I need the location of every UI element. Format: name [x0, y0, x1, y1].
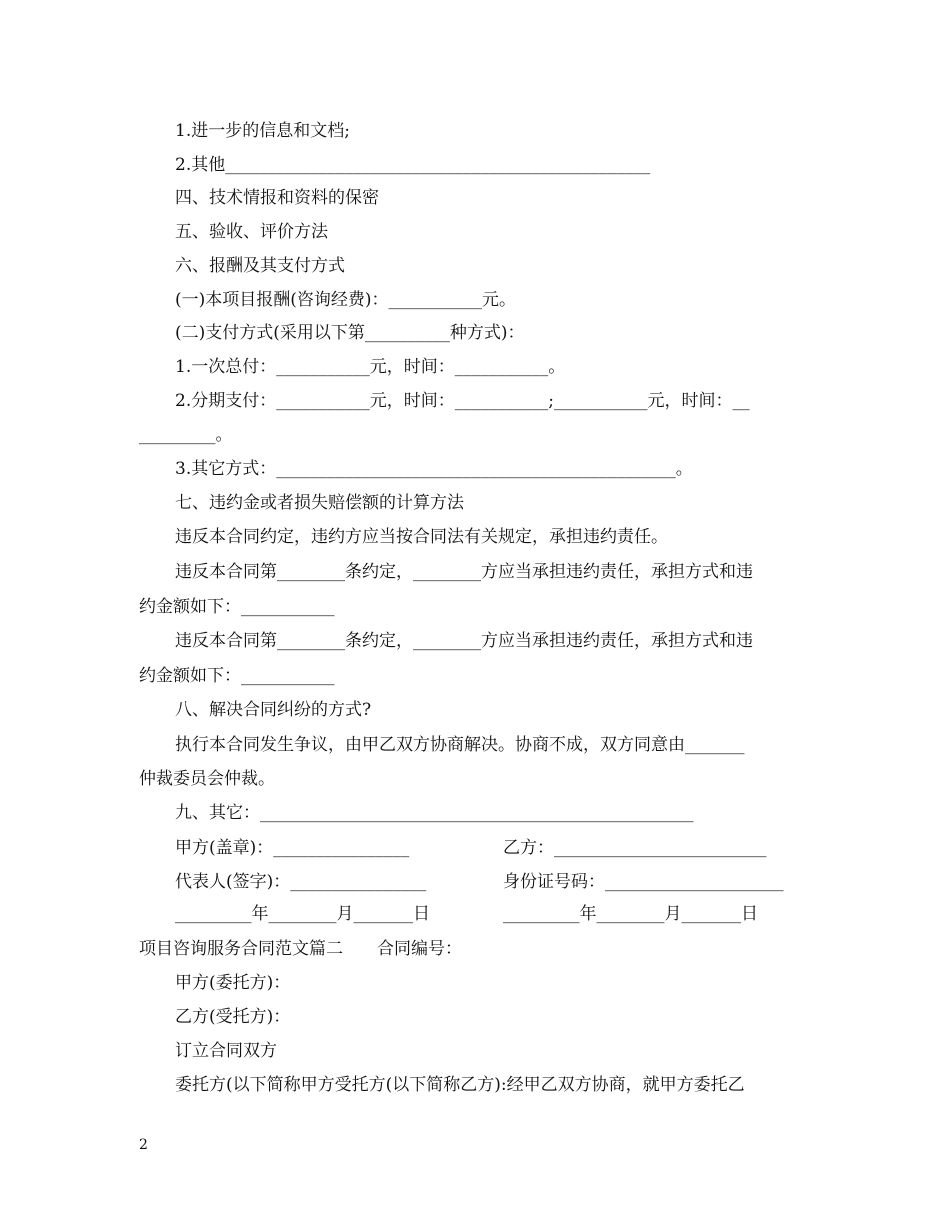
- section-heading-8: 八、解决合同纠纷的方式?: [175, 700, 372, 720]
- line-8-1: 执行本合同发生争议，由甲乙双方协商解决。协商不成，双方同意由_______: [175, 735, 745, 755]
- contract-parties: 订立合同双方: [175, 1041, 277, 1061]
- page-number: 2: [139, 1137, 148, 1153]
- date-party-b: _________年________月_______日: [503, 904, 758, 924]
- party-b-contractor: 乙方(受托方)：: [175, 1007, 291, 1027]
- section-heading-7: 七、违约金或者损失赔偿额的计算方法: [175, 493, 464, 513]
- representative-signature: 代表人(签字)：________________: [175, 872, 427, 892]
- party-a-seal: 甲方(盖章)：________________: [175, 838, 410, 858]
- section-heading-4: 四、技术情报和资料的保密: [175, 188, 379, 208]
- contract-intro: 委托方(以下简称甲方受托方(以下简称乙方):经甲乙双方协商，就甲方委托乙: [175, 1075, 745, 1095]
- line-lump-sum: 1.一次总付：___________元，时间：___________。: [175, 357, 566, 377]
- line-6-1: (一)本项目报酬(咨询经费)：___________元。: [175, 290, 517, 310]
- section-heading-6: 六、报酬及其支付方式: [175, 256, 345, 276]
- section-heading-9: 九、其它：___________________________________________________: [175, 803, 694, 823]
- line-7-3: 违反本合同第________条约定，________方应当承担违约责任，承担方式和违: [175, 631, 753, 651]
- id-number: 身份证号码：_____________________: [503, 872, 784, 892]
- party-a-client: 甲方(委托方)：: [175, 973, 291, 993]
- line-other-method: 3.其它方式：_______________________________________________。: [175, 459, 693, 479]
- line-8-1-cont: 仲裁委员会仲裁。: [139, 769, 275, 789]
- line-installment: 2.分期支付：___________元，时间：___________;___________元，时间：__: [175, 391, 750, 411]
- date-party-a: _________年________月_______日: [175, 904, 430, 924]
- section-heading-5: 五、验收、评价方法: [175, 222, 328, 242]
- line-1: 1.进一步的信息和文档;: [175, 121, 350, 141]
- line-7-2: 违反本合同第________条约定，________方应当承担违约责任，承担方式和违: [175, 562, 753, 582]
- line-6-2: (二)支付方式(采用以下第__________种方式)：: [175, 323, 525, 343]
- article-title-part-2: 项目咨询服务合同范文篇二 合同编号：: [139, 939, 462, 959]
- line-installment-cont: _________。: [139, 425, 233, 445]
- line-7-2-cont: 约金额如下：___________: [139, 597, 335, 617]
- line-2: 2.其他__________________________________________________: [175, 155, 651, 175]
- party-b: 乙方：_________________________: [503, 838, 767, 858]
- line-7-1: 违反本合同约定，违约方应当按合同法有关规定，承担违约责任。: [175, 527, 668, 547]
- line-7-3-cont: 约金额如下：___________: [139, 666, 335, 686]
